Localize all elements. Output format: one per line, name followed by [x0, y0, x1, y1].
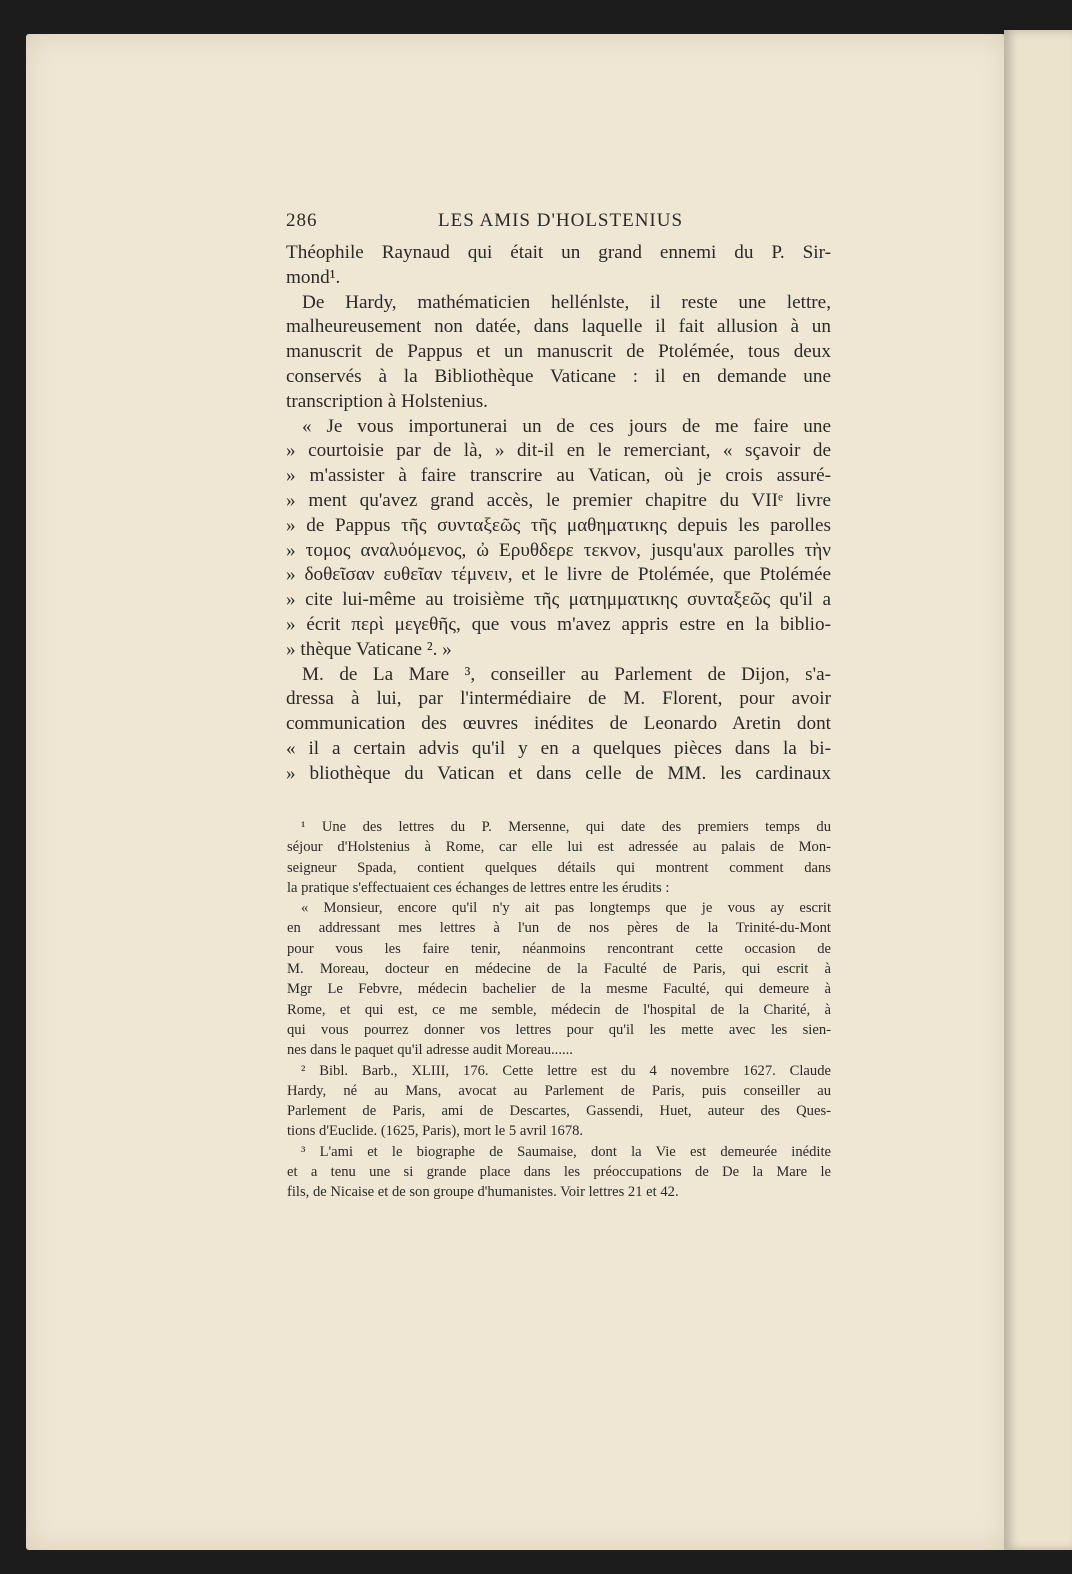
footnote-line: ² Bibl. Barb., XLIII, 176. Cette lettre est du 4 novembre 1627. Claude	[301, 1062, 831, 1079]
footnote-line: Hardy, né au Mans, avocat au Parlement de Paris, puis conseiller au	[287, 1082, 831, 1099]
body-line: » de Pappus τῆς συνταξεῶς τῆς μαθηματικης depuis les parolles	[286, 514, 831, 536]
footnote-line: en addressant mes lettres à l'un de nos pères de la Trinité-du-Mont	[287, 920, 831, 937]
body-line: De Hardy, mathématicien hellénlste, il reste une lettre,	[302, 291, 831, 313]
footnote-line: fils, de Nicaise et de son groupe d'humanistes. Voir lettres 21 et 42.	[287, 1184, 679, 1201]
body-line: » bliothèque du Vatican et dans celle de MM. les cardinaux	[286, 762, 831, 784]
body-line: « Je vous importunerai un de ces jours de me faire une	[302, 415, 831, 437]
footnote-line: Mgr Le Febvre, médecin bachelier de la mesme Faculté, qui demeure à	[287, 981, 831, 998]
footnote-line: tions d'Euclide. (1625, Paris), mort le 5 avril 1678.	[287, 1123, 584, 1140]
body-line: transcription à Holstenius.	[286, 390, 488, 412]
footnote-line: seigneur Spada, contient quelques détails qui montrent comment dans	[287, 859, 831, 876]
facing-page-edge	[1004, 30, 1072, 1550]
footnote-line: Rome, et qui est, ce me semble, médecin de l'hospital de la Charité, à	[287, 1001, 831, 1018]
body-line: » m'assister à faire transcrire au Vatican, où je crois assuré-	[286, 465, 831, 487]
body-line: » thèque Vaticane ². »	[286, 638, 452, 660]
footnote-line: M. Moreau, docteur en médecine de la Faculté de Paris, qui escrit à	[287, 961, 831, 978]
footnote-line: qui vous pourrez donner vos lettres pour qu'il les mette avec les sien-	[287, 1021, 831, 1038]
body-line: Théophile Raynaud qui était un grand ennemi du P. Sir-	[286, 242, 831, 263]
footnote-line: la pratique s'effectuaient ces échanges de lettres entre les érudits :	[287, 879, 670, 896]
body-line: dressa à lui, par l'intermédiaire de M. Florent, pour avoir	[286, 688, 831, 710]
page-number: 286	[286, 210, 318, 231]
footnote-line: et a tenu une si grande place dans les préoccupations de De la Mare le	[287, 1164, 831, 1181]
footnote-line: ¹ Une des lettres du P. Mersenne, qui date des premiers temps du	[301, 819, 831, 835]
footnote-line: ³ L'ami et le biographe de Saumaise, dont la Vie est demeurée inédite	[301, 1143, 831, 1160]
footnote-line: « Monsieur, encore qu'il n'y ait pas longtemps que je vous ay escrit	[301, 900, 831, 917]
body-line: » τομος αναλυόμενος, ὠ Ερυθδερε τεκνον, jusqu'aux parolles τὴν	[286, 539, 831, 561]
body-line: » δοθεῖσαν ευθεῖαν τέμνειν, et le livre de Ptolémée, que Ptolémée	[286, 564, 831, 586]
body-line: « il a certain advis qu'il y en a quelques pièces dans la bi-	[286, 737, 831, 759]
body-line: conservés à la Bibliothèque Vaticane : il en demande une	[286, 365, 831, 387]
running-title: LES AMIS D'HOLSTENIUS	[438, 210, 684, 231]
footnote-line: Parlement de Paris, ami de Descartes, Gassendi, Huet, auteur des Ques-	[287, 1103, 831, 1120]
body-line: » courtoisie par de là, » dit-il en le remerciant, « sçavoir de	[286, 440, 831, 462]
page-header	[286, 210, 831, 240]
footnote-line: pour vous les faire tenir, néanmoins rencontrant cette occasion de	[287, 940, 831, 957]
body-line: malheureusement non datée, dans laquelle il fait allusion à un	[286, 316, 831, 338]
body-line: communication des œuvres inédites de Leonardo Aretin dont	[286, 713, 831, 735]
footnote-line: nes dans le paquet qu'il adresse audit Moreau......	[287, 1042, 573, 1059]
footnotes	[287, 817, 831, 1203]
body-line: mond¹.	[286, 266, 341, 288]
body-line: » écrit περὶ μεγεθῆς, que vous m'avez appris estre en la biblio-	[286, 613, 831, 635]
body-line: manuscrit de Pappus et un manuscrit de Ptolémée, tous deux	[286, 341, 831, 363]
body-line: » cite lui-même au troisième τῆς ματημματικης συνταξεῶς qu'il a	[286, 589, 831, 611]
body-line: M. de La Mare ³, conseiller au Parlement de Dijon, s'a-	[302, 663, 831, 685]
body-line: » ment qu'avez grand accès, le premier chapitre du VIIᵉ livre	[286, 489, 831, 511]
body-text	[286, 241, 831, 787]
footnote-line: séjour d'Holstenius à Rome, car elle lui est adressée au palais de Mon-	[287, 839, 831, 856]
